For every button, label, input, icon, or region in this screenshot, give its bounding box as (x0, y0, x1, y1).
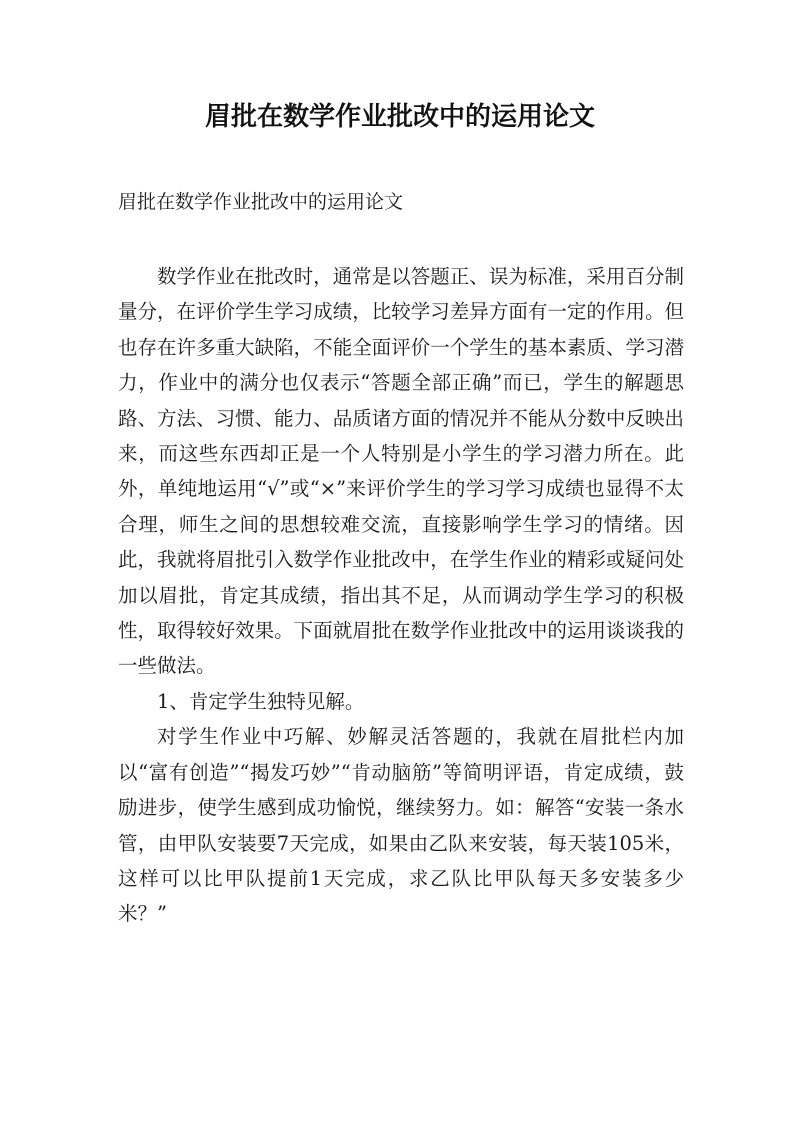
document-body (118, 259, 684, 932)
paragraph-section-1: 对学生作业中巧解、妙解灵活答题的，我就在眉批栏内加以“富有创造”“揭发巧妙”“肯动脑筋”等简明评语，肯定成绩，鼓励进步，使学生感到成功愉悦，继续努力。如：解答“安装一条水管，由甲队安装要7天完成，如果由乙队来安装，每天装105米，这样可以比甲队提前1天完成，求乙队比甲队每天多安装多少米？” (118, 725, 684, 926)
paragraph-intro: 数学作业在批改时，通常是以答题正、误为标准，采用百分制量分，在评价学生学习成绩，比较学习差异方面有一定的作用。但也存在许多重大缺陷，不能全面评价一个学生的基本素质、学习潜力，作业中的满分也仅表示“答题全部正确”而已，学生的解题思路、方法、习惯、能力、品质诸方面的情况并不能从分数中反映出来，而这些东西却正是一个人特别是小学生的学习潜力所在。此外，单纯地运用“√”或“×”来评价学生的学习学习成绩也显得不太合理，师生之间的思想较难交流，直接影响学生学习的情绪。因此，我就将眉批引入数学作业批改中，在学生作业的精彩或疑问处加以眉批，肯定其成绩，指出其不足，从而调动学生学习的积极性，取得较好效果。下面就眉批在数学作业批改中的运用谈谈我的一些做法。 (118, 265, 684, 678)
document-title: 眉批在数学作业批改中的运用论文 (204, 102, 595, 132)
document-subtitle: 眉批在数学作业批改中的运用论文 (118, 191, 404, 213)
section-heading-1: 1、肯定学生独特见解。 (157, 689, 365, 713)
